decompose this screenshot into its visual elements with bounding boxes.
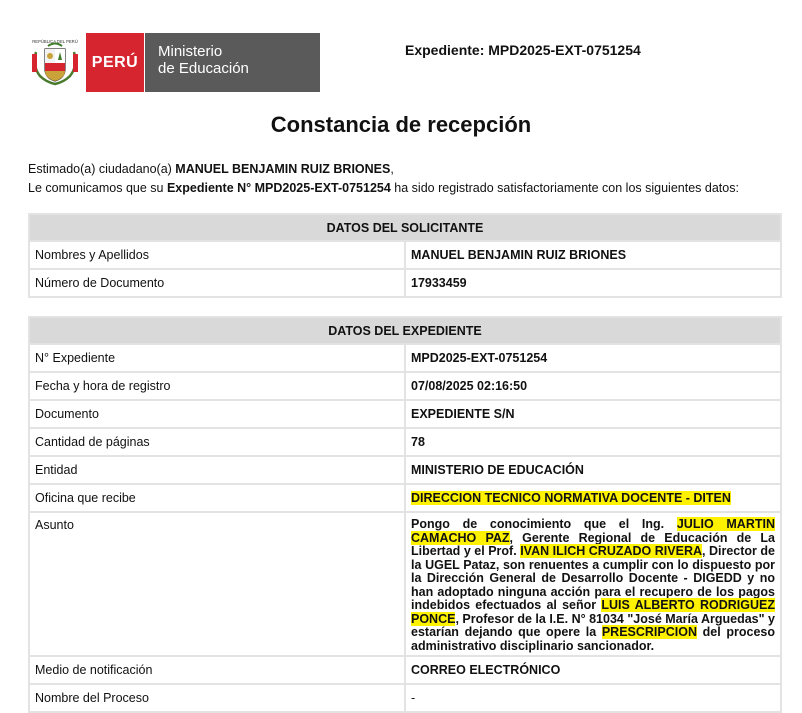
intro-line-1 (28, 160, 739, 179)
asunto-part: Pongo de conocimiento que el Ing. (411, 517, 677, 531)
solicitante-heading: DATOS DEL SOLICITANTE (29, 214, 781, 241)
row-value: MANUEL BENJAMIN RUIZ BRIONES (405, 241, 781, 269)
highlighted-office: DIRECCION TECNICO NORMATIVA DOCENTE - DITEN (411, 490, 731, 505)
row-value: MINISTERIO DE EDUCACIÓN (405, 456, 781, 484)
intro-comma: , (390, 162, 394, 176)
expediente-table (28, 316, 782, 713)
intro-line-2 (28, 179, 739, 198)
highlighted-name: JULIO MARTIN CAMACHO PAZ (411, 517, 775, 545)
asunto-part: , Gerente Regional de Educación de La Libertad y el Prof. (411, 530, 775, 558)
highlighted-name: IVAN ILICH CRUZADO RIVERA (520, 544, 702, 558)
row-value: 17933459 (405, 269, 781, 297)
intro-message-start: Le comunicamos que su (28, 181, 167, 195)
ministry-logo (145, 33, 320, 92)
table-row (29, 400, 781, 428)
row-value: 07/08/2025 02:16:50 (405, 372, 781, 400)
row-label: N° Expediente (29, 344, 405, 372)
table-row (29, 456, 781, 484)
brand-text: PERÚ (91, 53, 139, 71)
row-value (405, 484, 781, 512)
page-title: Constancia de recepción (270, 112, 532, 137)
table-row (29, 372, 781, 400)
asunto-part: , Profesor de la I.E. N° 81034 "José María Arguedas" y estarían dejando que opere la (411, 611, 775, 639)
table-row (29, 512, 781, 656)
ministry-line-1: Ministerio (158, 43, 223, 60)
table-row (29, 344, 781, 372)
solicitante-table (28, 213, 782, 298)
intro-expediente-ref: Expediente N° MPD2025-EXT-0751254 (166, 181, 391, 195)
asunto-text (405, 512, 781, 656)
ministry-line-2: de Educación (158, 60, 249, 77)
intro-message-end: ha sido registrado satisfactoriamente con los siguientes datos: (390, 181, 739, 195)
row-label: Documento (29, 400, 405, 428)
expediente-header-value: MPD2025-EXT-0751254 (488, 42, 641, 58)
row-label: Medio de notificación (29, 656, 405, 684)
table-row (29, 684, 781, 712)
expediente-heading: DATOS DEL EXPEDIENTE (29, 317, 781, 344)
row-label: Entidad (29, 456, 405, 484)
row-value: EXPEDIENTE S/N (405, 400, 781, 428)
row-value: 78 (405, 428, 781, 456)
intro-citizen-name: MANUEL BENJAMIN RUIZ BRIONES (175, 162, 391, 176)
intro-greeting: Estimado(a) ciudadano(a) (28, 162, 176, 176)
expediente-header (405, 42, 641, 58)
table-row (29, 428, 781, 456)
row-label: Nombre del Proceso (29, 684, 405, 712)
row-label: Número de Documento (29, 269, 405, 297)
row-label: Oficina que recibe (29, 484, 405, 512)
shield-caption: REPÚBLICA DEL PERÚ (32, 39, 78, 44)
row-value: MPD2025-EXT-0751254 (405, 344, 781, 372)
row-label: Nombres y Apellidos (29, 241, 405, 269)
row-value: CORREO ELECTRÓNICO (405, 656, 781, 684)
highlighted-term: PRESCRIPCION (601, 625, 697, 639)
highlighted-name: LUIS ALBERTO RODRIGUEZ PONCE (411, 598, 775, 626)
asunto-label: Asunto (29, 512, 405, 656)
asunto-part: del proceso administrativo disciplinario sancionador. (411, 625, 775, 653)
table-row (29, 241, 781, 269)
row-label: Cantidad de páginas (29, 428, 405, 456)
table-row (29, 269, 781, 297)
row-label: Fecha y hora de registro (29, 372, 405, 400)
table-row (29, 656, 781, 684)
peru-coat-of-arms-icon (28, 36, 82, 90)
asunto-part: , Director de la UGEL Pataz, son renuentes a cumplir con lo dispuesto por la Dirección General de Desarrollo Docente - DIGEDD y no han adoptado ninguna acción para el recupero de los pagos indebidos efectuados al señor (411, 544, 775, 612)
row-value: - (405, 684, 781, 712)
table-row (29, 484, 781, 512)
expediente-header-label: Expediente: (405, 42, 485, 58)
intro-text (28, 160, 739, 198)
peru-brand-logo (86, 33, 144, 92)
